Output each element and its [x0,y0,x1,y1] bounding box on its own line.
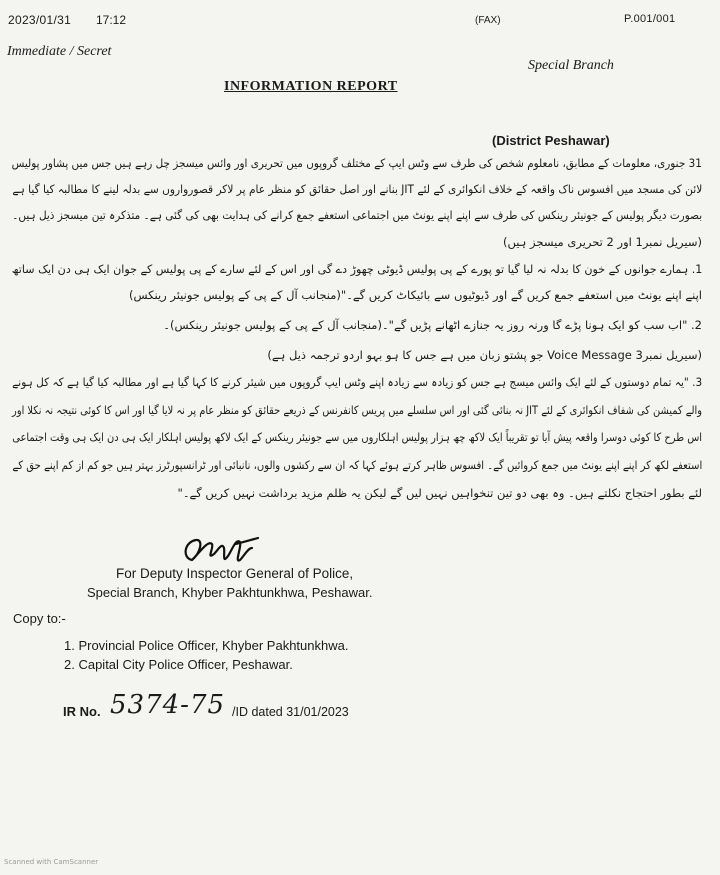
signatory-office: Special Branch, Khyber Pakhtunkhwa, Peshawar. [87,585,373,600]
body-line: لائن کی مسجد میں افسوس ناک واقعہ کے خلاف انکوائری کے لئے JIT بنانے اور اصل حقائق کو منظر عام پر لاکر قصورواروں سے بدلہ لینے کا مطالبہ کیا گیا ہے [12,182,702,196]
branch-label: Special Branch [528,58,614,73]
body-line: استعفے لکھ کر اپنے اپنے یونٹ میں جمع کروائیں گے۔ افسوس ظاہر کرتے ہوئے کہا کہ ان سے رکشوں والوں، نانبائی اور ٹرانسپورٹرز بہتر ہیں جو کم از کم اپنے حق کے [12,458,702,472]
body-line: اس طرح کا کوئی دوسرا واقعہ پیش آیا تو تقریباً ایک لاکھ چھ ہزار پولیس اہلکاروں میں سے جونیئر رینکس کے ایک لاکھ پولیس اہلکار ایک ہی دن ایک ہی وقت اجتماعی [12,430,702,444]
classification-mark: Immediate / Secret [7,44,112,59]
ir-number-handwritten: 5374-75 [110,690,226,720]
body-line: 1. ہمارے جوانوں کے خون کا بدلہ نہ لیا گیا تو پورے کے پی پولیس ڈیوٹی چھوڑ دے گی اور اس کے لئے سارے کے پی پولیس کے جوان ایک ہی دن ایک ساتھ [11,262,702,276]
body-line: (سیریل نمبر1 اور 2 تحریری میسجز ہیں) [502,235,702,249]
body-line: 2. "اب سب کو ایک ہونا پڑے گا ورنہ روز یہ جنازے اٹھانے پڑیں گے"۔(منجانب آل کے پی کے پولیس جونیئر رینکس)۔ [163,318,702,332]
body-line: لئے بطور احتجاج نکلتے ہیں۔ وہ بھی دو تین تنخواہیں نہیں لیں گے لیکن یہ ظلم مزید برداشت نہیں کریں گے۔" [177,486,702,500]
district-label: (District Peshawar) [492,133,610,148]
copy-to-item: 1. Provincial Police Officer, Khyber Pakhtunkhwa. [64,638,349,653]
report-title: INFORMATION REPORT [224,79,398,94]
signatory-title: For Deputy Inspector General of Police, [116,566,354,581]
body-line: بصورت دیگر پولیس کے جونیئر رینکس کی طرف سے اپنے اپنے یونٹ میں اجتماعی استعفے جمع کرانے کی ہدایت بھی کی گئی ہے۔ متذکرہ تین میسجز ذیل ہیں۔ [12,208,702,222]
ir-dated: /ID dated 31/01/2023 [232,705,349,719]
body-line: والے کمیشن کی شفاف انکوائری کے لئے JIT نہ بنائی گئی اور اس سلسلے میں پریس کانفرنس کے ذریعے حقائق کو منظر عام پر نہ لایا گیا اور اس کا کوئی نتیجہ نہ نکلا اور [12,403,702,417]
body-line: (سیریل نمبر3 Voice Message جو پشتو زبان میں ہے جس کا ہو بہو اردو ترجمہ ذیل ہے) [267,348,702,362]
fax-label: (FAX) [475,15,501,26]
fax-page-number: P.001/001 [624,13,676,25]
ir-number-label: IR No. [63,704,101,719]
fax-time: 17:12 [96,13,127,27]
copy-to-item: 2. Capital City Police Officer, Peshawar. [64,657,293,672]
signature-mark [178,530,268,570]
body-line: 31 جنوری، معلومات کے مطابق، نامعلوم شخص کی طرف سے وٹس ایپ کے مختلف گروپوں میں تحریری اور وائس میسجز چل رہے ہیں جس میں پشاور پولیس [11,156,702,170]
body-line: 3. "یہ تمام دوستوں کے لئے ایک وائس میسج ہے جس کو زیادہ سے زیادہ اپنے وٹس ایپ گروپوں میں شیئر کرنے کا کہا گیا ہے اور مطالبہ کیا گیا ہے کہ کل ہونے [11,375,702,389]
fax-date: 2023/01/31 [8,13,72,27]
scanner-watermark: Scanned with CamScanner [4,858,99,866]
copy-to-heading: Copy to:- [13,611,66,626]
body-line: اپنے اپنے یونٹ میں استعفے جمع کریں گے اور ڈیوٹیوں سے بائیکاٹ کریں گے۔"(منجانب آل کے پی کے پولیس جونیئر رینکس) [128,288,702,302]
